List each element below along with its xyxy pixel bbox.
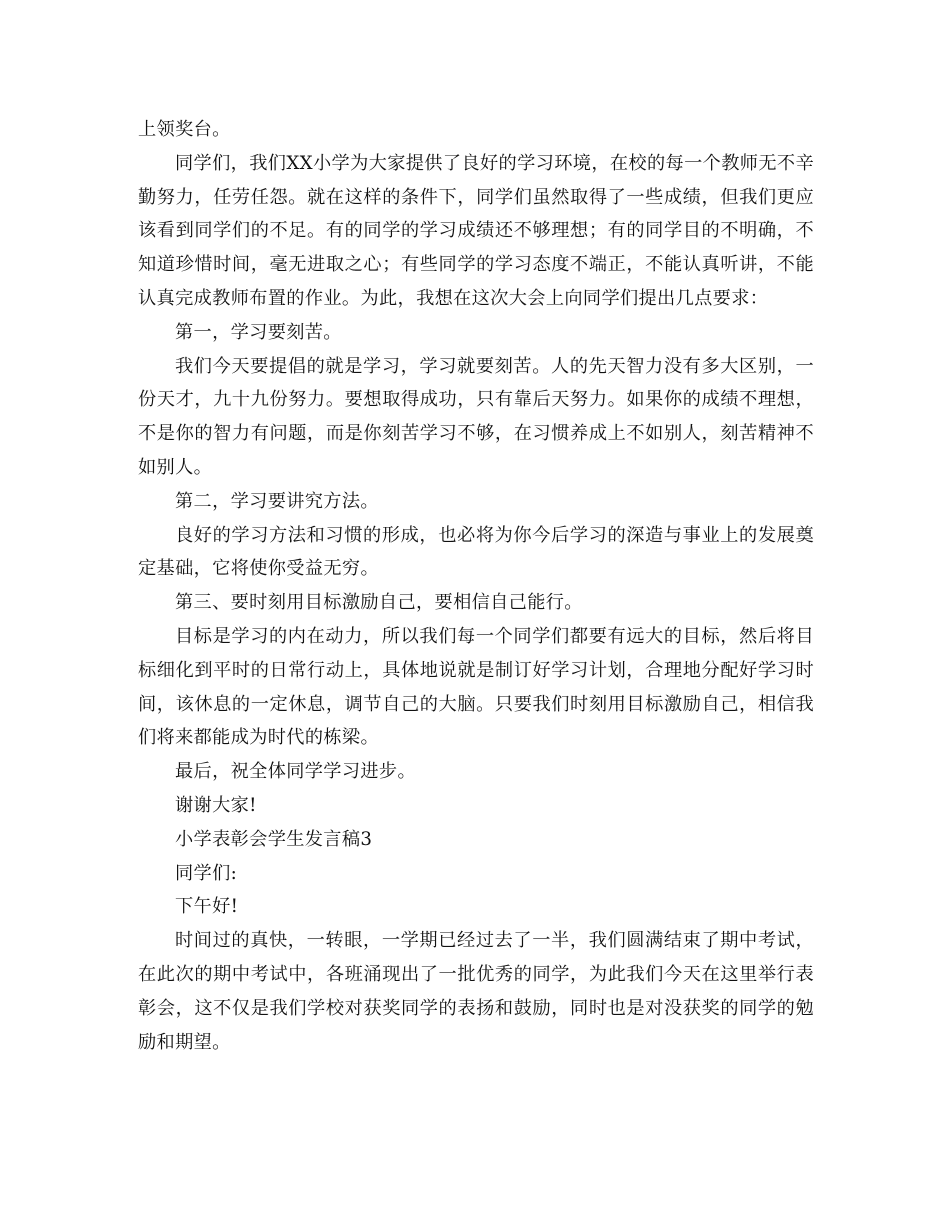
heading-point-three: 第三、要时刻用目标激励自己，要相信自己能行。: [175, 592, 583, 614]
greeting: 下午好!: [175, 896, 239, 918]
paragraph-continuation: 上领奖台。: [138, 119, 231, 140]
paragraph-opening: 时间过的真快，一转眼，一学期已经过去了一半，我们圆满结束了期中考试，在此次的期中考试中，各班涌现出了一批优秀的同学，为此我们今天在这里举行表彰会，这不仅是我们学校对获奖同学的表扬和鼓励，同时也是对没获奖的同学的勉励和期望。: [138, 930, 814, 1053]
section-title: 小学表彰会学生发言稿3: [175, 828, 373, 850]
paragraph-closing-wish: 最后，祝全体同学学习进步。: [175, 761, 416, 783]
heading-point-two: 第二，学习要讲究方法。: [175, 490, 379, 512]
salutation: 同学们:: [175, 862, 238, 884]
paragraph-point-two: 良好的学习方法和习惯的形成，也必将为你今后学习的深造与事业上的发展奠定基础，它将使你受益无穷。: [138, 524, 814, 580]
paragraph-thanks: 谢谢大家!: [175, 794, 257, 816]
paragraph-point-one: 我们今天要提倡的就是学习，学习就要刻苦。人的先天智力没有多大区别，一份天才，九十九份努力。要想取得成功，只有靠后天努力。如果你的成绩不理想，不是你的智力有问题，而是你刻苦学习不够，在习惯养成上不如别人，刻苦精神不如别人。: [138, 355, 814, 478]
paragraph-point-three: 目标是学习的内在动力，所以我们每一个同学们都要有远大的目标，然后将目标细化到平时的日常行动上，具体地说就是制订好学习计划，合理地分配好学习时间，该休息的一定休息，调节自己的大脑。只要我们时刻用目标激励自己，相信我们将来都能成为时代的栋梁。: [138, 625, 814, 749]
paragraph-intro: 同学们，我们XX小学为大家提供了良好的学习环境，在校的每一个教师无不辛勤努力，任劳任怨。就在这样的条件下，同学们虽然取得了一些成绩，但我们更应该看到同学们的不足。有的同学的学习成绩还不够理想；有的同学目的不明确，不知道珍惜时间，毫无进取之心；有些同学的学习态度不端正，不能认真听讲，不能认真完成教师布置的作业。为此，我想在这次大会上向同学们提出几点要求：: [138, 152, 814, 309]
heading-point-one: 第一，学习要刻苦。: [175, 321, 342, 343]
document-page: [138, 113, 814, 1059]
